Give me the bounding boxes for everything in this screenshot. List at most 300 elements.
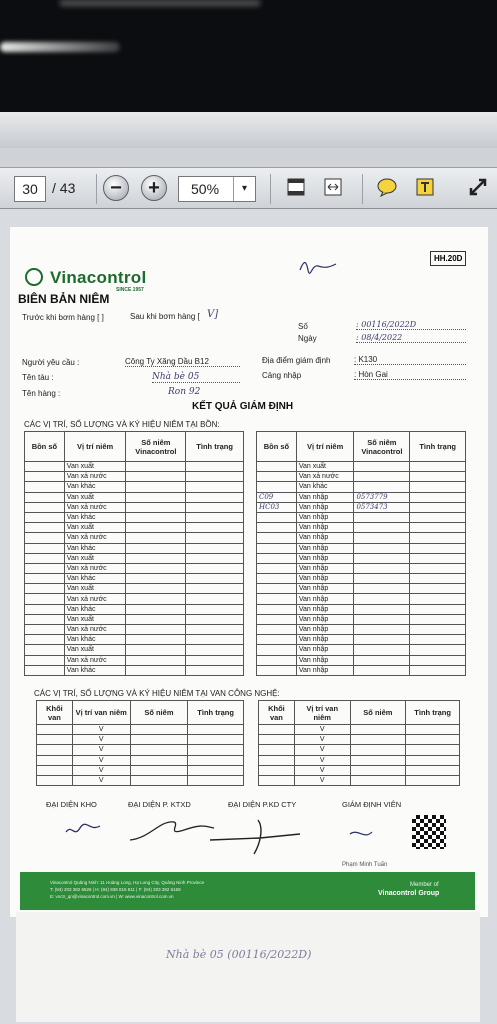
seal-number-cell bbox=[126, 665, 186, 675]
table-row bbox=[257, 502, 466, 512]
seal-number-cell bbox=[126, 523, 186, 533]
tank-no-cell bbox=[257, 604, 297, 614]
status-cell bbox=[186, 584, 244, 594]
col-seal-position: Vị trí niêm bbox=[64, 432, 126, 462]
seal-number-cell bbox=[126, 584, 186, 594]
col-seal-position: Vị trí niêm bbox=[296, 432, 354, 462]
tank-no-cell bbox=[25, 472, 65, 482]
text-annotate-icon[interactable] bbox=[413, 176, 437, 200]
status-cell bbox=[186, 533, 244, 543]
seal-position-cell: Van xả nước bbox=[64, 594, 126, 604]
seal-number-cell bbox=[354, 563, 410, 573]
footer-band bbox=[20, 872, 475, 910]
tank-no-cell bbox=[25, 665, 65, 675]
valve-block-cell bbox=[37, 735, 73, 745]
valve-block-cell bbox=[259, 775, 295, 785]
table-row bbox=[259, 725, 460, 735]
status-cell bbox=[410, 574, 466, 584]
seal-position-cell: Van xả nước bbox=[64, 502, 126, 512]
seal-number-cell bbox=[354, 625, 410, 635]
next-page-preview bbox=[16, 912, 480, 1022]
tank-no-cell bbox=[257, 614, 297, 624]
status-cell bbox=[186, 665, 244, 675]
after-pump-check: V] bbox=[207, 309, 219, 320]
tank-no-cell bbox=[25, 645, 65, 655]
status-cell bbox=[410, 502, 466, 512]
status-cell bbox=[410, 472, 466, 482]
col-status: Tình trạng bbox=[406, 701, 460, 725]
tank-no-cell bbox=[25, 462, 65, 472]
tank-no-cell bbox=[257, 645, 297, 655]
tank-no-cell bbox=[25, 482, 65, 492]
seal-number-cell bbox=[126, 614, 186, 624]
table-row bbox=[25, 604, 244, 614]
valve-position-cell: V bbox=[72, 725, 130, 735]
seal-number-cell bbox=[354, 523, 410, 533]
status-cell bbox=[186, 604, 244, 614]
status-cell bbox=[186, 655, 244, 665]
table-row bbox=[37, 755, 244, 765]
seal-position-cell: Van nhập bbox=[296, 512, 354, 522]
status-cell bbox=[406, 775, 460, 785]
seal-number-cell bbox=[350, 725, 406, 735]
table-row bbox=[257, 492, 466, 502]
status-cell bbox=[186, 502, 244, 512]
seal-number-cell bbox=[126, 625, 186, 635]
table-row bbox=[25, 563, 244, 573]
table-row bbox=[257, 584, 466, 594]
tank-no-cell bbox=[257, 625, 297, 635]
goods-label: Tên hàng : bbox=[22, 389, 61, 398]
valve-block-cell bbox=[37, 765, 73, 775]
status-cell bbox=[410, 665, 466, 675]
seal-position-cell: Van nhập bbox=[296, 655, 354, 665]
seal-number-cell bbox=[354, 462, 410, 472]
table-row bbox=[37, 765, 244, 775]
tank-no-cell bbox=[257, 655, 297, 665]
tank-no-cell bbox=[257, 543, 297, 553]
sign-inspector: GIÁM ĐỊNH VIÊN bbox=[342, 800, 402, 809]
status-cell bbox=[188, 735, 244, 745]
vinacontrol-logo-icon bbox=[25, 268, 43, 286]
valve-position-cell: V bbox=[294, 745, 350, 755]
seal-number-cell bbox=[354, 604, 410, 614]
status-cell bbox=[410, 584, 466, 594]
seal-position-cell: Van nhập bbox=[296, 645, 354, 655]
status-cell bbox=[410, 512, 466, 522]
col-valve-block: Khối van bbox=[37, 701, 73, 725]
status-cell bbox=[410, 462, 466, 472]
status-cell bbox=[188, 745, 244, 755]
seal-number-cell bbox=[126, 574, 186, 584]
table-row bbox=[257, 482, 466, 492]
requester-label: Người yêu cầu : bbox=[22, 358, 80, 367]
seal-number-cell bbox=[354, 655, 410, 665]
table-row bbox=[37, 775, 244, 785]
seal-position-cell: Van khác bbox=[64, 604, 126, 614]
status-cell bbox=[186, 594, 244, 604]
table-row bbox=[37, 745, 244, 755]
seal-number-cell bbox=[126, 604, 186, 614]
zoom-select[interactable] bbox=[178, 176, 256, 202]
footer-member: Member of bbox=[410, 882, 439, 888]
tank-no-cell: HC03 bbox=[257, 502, 297, 512]
tank-no-cell bbox=[25, 533, 65, 543]
col-tank-no: Bồn số bbox=[25, 432, 65, 462]
table-row bbox=[25, 523, 244, 533]
tank-no-cell bbox=[257, 533, 297, 543]
seal-number-cell bbox=[354, 543, 410, 553]
table-row bbox=[25, 482, 244, 492]
status-cell bbox=[410, 553, 466, 563]
seal-number-cell bbox=[354, 482, 410, 492]
tank-no-cell bbox=[25, 553, 65, 563]
section-valves-title: CÁC VỊ TRÍ, SỐ LƯỢNG VÀ KÝ HIỆU NIÊM TẠI VAN CÔNG NGHỆ: bbox=[34, 689, 280, 698]
seal-number-cell bbox=[130, 745, 188, 755]
table-row bbox=[25, 665, 244, 675]
status-cell bbox=[186, 574, 244, 584]
status-cell bbox=[186, 635, 244, 645]
brand-logo-text: Vinacontrol bbox=[50, 268, 147, 287]
table-row bbox=[257, 553, 466, 563]
qr-code bbox=[412, 815, 446, 849]
requester-value: Công Ty Xăng Dầu B12 bbox=[125, 357, 240, 367]
toolbar-divider bbox=[362, 174, 363, 204]
status-cell bbox=[410, 625, 466, 635]
seal-number-cell bbox=[354, 614, 410, 624]
table-row bbox=[257, 645, 466, 655]
seal-position-cell: Van xuất bbox=[64, 553, 126, 563]
table-row bbox=[257, 604, 466, 614]
table-row bbox=[259, 745, 460, 755]
tank-no-cell bbox=[257, 472, 297, 482]
status-cell bbox=[410, 492, 466, 502]
seal-position-cell: Van xuất bbox=[64, 492, 126, 502]
toolbar-divider bbox=[96, 174, 97, 204]
seal-number-cell bbox=[126, 635, 186, 645]
seal-number-cell bbox=[126, 492, 186, 502]
tank-no-cell bbox=[257, 462, 297, 472]
zoom-in-button[interactable]: + bbox=[141, 175, 167, 201]
ship-label: Tên tàu : bbox=[22, 373, 54, 382]
table-row bbox=[257, 635, 466, 645]
tank-no-cell bbox=[257, 574, 297, 584]
location-value: : K130 bbox=[354, 355, 466, 365]
fit-page-icon[interactable] bbox=[284, 176, 308, 200]
seal-number-cell bbox=[130, 735, 188, 745]
col-seal-number: Số niêm bbox=[130, 701, 188, 725]
seal-number-cell bbox=[354, 635, 410, 645]
location-label: Địa điểm giám định bbox=[262, 356, 331, 365]
col-status: Tình trạng bbox=[188, 701, 244, 725]
seal-position-cell: Van nhập bbox=[296, 543, 354, 553]
tank-no-cell bbox=[25, 574, 65, 584]
table-row bbox=[257, 614, 466, 624]
seal-number-cell bbox=[126, 655, 186, 665]
seal-number-cell bbox=[126, 482, 186, 492]
status-cell bbox=[188, 725, 244, 735]
seal-position-cell: Van nhập bbox=[296, 523, 354, 533]
status-cell bbox=[410, 563, 466, 573]
window-top-strip bbox=[0, 112, 497, 148]
seal-position-cell: Van xuất bbox=[64, 584, 126, 594]
seal-position-cell: Van nhập bbox=[296, 584, 354, 594]
seal-number-cell bbox=[126, 512, 186, 522]
tank-no-cell bbox=[257, 635, 297, 645]
status-cell bbox=[410, 523, 466, 533]
signatures bbox=[60, 810, 400, 860]
fit-width-icon[interactable] bbox=[321, 176, 345, 200]
status-cell bbox=[186, 553, 244, 563]
status-cell bbox=[410, 604, 466, 614]
zoom-out-button[interactable]: − bbox=[103, 175, 129, 201]
valve-position-cell: V bbox=[72, 755, 130, 765]
seal-number-cell bbox=[130, 725, 188, 735]
ngay-value: : 08/4/2022 bbox=[356, 333, 466, 343]
table-row bbox=[25, 492, 244, 502]
tank-seal-table-left bbox=[24, 431, 244, 676]
toolbar-divider bbox=[270, 174, 271, 204]
seal-number-cell bbox=[126, 472, 186, 482]
table-row bbox=[257, 533, 466, 543]
seal-position-cell: Van xuất bbox=[64, 614, 126, 624]
seal-position-cell: Van khác bbox=[64, 543, 126, 553]
status-cell bbox=[186, 523, 244, 533]
status-cell bbox=[410, 533, 466, 543]
expand-icon[interactable] bbox=[466, 176, 490, 200]
table-row bbox=[259, 765, 460, 775]
status-cell bbox=[186, 614, 244, 624]
footer-group: Vinacontrol Group bbox=[378, 890, 440, 897]
pdf-toolbar bbox=[0, 167, 497, 209]
ngay-label: Ngày bbox=[298, 334, 317, 343]
seal-number-cell bbox=[354, 584, 410, 594]
status-cell bbox=[188, 755, 244, 765]
tank-no-cell bbox=[25, 625, 65, 635]
table-row bbox=[25, 584, 244, 594]
tank-no-cell: C09 bbox=[257, 492, 297, 502]
valve-seal-table-left bbox=[36, 700, 244, 786]
seal-position-cell: Van khác bbox=[64, 482, 126, 492]
seal-number-cell bbox=[350, 755, 406, 765]
tank-no-cell bbox=[25, 655, 65, 665]
valve-position-cell: V bbox=[294, 755, 350, 765]
valve-block-cell bbox=[259, 745, 295, 755]
col-seal-number: Số niêm bbox=[350, 701, 406, 725]
seal-position-cell: Van xả nước bbox=[64, 472, 126, 482]
tank-no-cell bbox=[257, 523, 297, 533]
col-valve-position: Vị trí van niêm bbox=[294, 701, 350, 725]
seal-number-cell: 0573779 bbox=[354, 492, 410, 502]
status-cell bbox=[186, 472, 244, 482]
tank-no-cell bbox=[257, 665, 297, 675]
status-cell bbox=[188, 765, 244, 775]
seal-position-cell: Van khác bbox=[296, 482, 354, 492]
table-row bbox=[259, 755, 460, 765]
seal-position-cell: Van nhập bbox=[296, 665, 354, 675]
seal-position-cell: Van xả nước bbox=[64, 563, 126, 573]
tank-no-cell bbox=[25, 512, 65, 522]
seal-number-cell bbox=[354, 553, 410, 563]
seal-number-cell bbox=[126, 563, 186, 573]
seal-number-cell bbox=[354, 472, 410, 482]
table-row bbox=[257, 574, 466, 584]
valve-block-cell bbox=[37, 755, 73, 765]
seal-number-cell bbox=[354, 512, 410, 522]
tank-no-cell bbox=[257, 563, 297, 573]
seal-number-cell bbox=[126, 553, 186, 563]
status-cell bbox=[186, 512, 244, 522]
table-row bbox=[25, 502, 244, 512]
valve-seal-table-right bbox=[258, 700, 460, 786]
col-status: Tình trạng bbox=[410, 432, 466, 462]
seal-number-cell bbox=[354, 665, 410, 675]
screen-glare bbox=[0, 42, 120, 52]
chevron-down-icon[interactable]: ▾ bbox=[233, 177, 255, 201]
col-seal-number: Số niêm Vinacontrol bbox=[354, 432, 410, 462]
status-cell bbox=[406, 735, 460, 745]
result-title: KẾT QUẢ GIÁM ĐỊNH bbox=[192, 401, 294, 412]
table-row bbox=[257, 472, 466, 482]
table-row bbox=[257, 625, 466, 635]
seal-position-cell: Van nhập bbox=[296, 625, 354, 635]
tank-no-cell bbox=[25, 492, 65, 502]
seal-position-cell: Van nhập bbox=[296, 635, 354, 645]
table-row bbox=[25, 645, 244, 655]
valve-block-cell bbox=[37, 725, 73, 735]
seal-number-cell: 0573473 bbox=[354, 502, 410, 512]
tank-no-cell bbox=[25, 543, 65, 553]
status-cell bbox=[186, 645, 244, 655]
valve-position-cell: V bbox=[294, 765, 350, 775]
seal-number-cell bbox=[130, 765, 188, 775]
table-row bbox=[25, 472, 244, 482]
seal-position-cell: Van khác bbox=[64, 512, 126, 522]
table-row bbox=[37, 725, 244, 735]
ship-value: Nhà bè 05 bbox=[152, 372, 240, 383]
table-row bbox=[25, 635, 244, 645]
port-value: : Hòn Gai bbox=[354, 370, 466, 380]
table-row bbox=[25, 574, 244, 584]
seal-number-cell bbox=[126, 645, 186, 655]
status-cell bbox=[186, 543, 244, 553]
seal-position-cell: Van nhập bbox=[296, 604, 354, 614]
status-cell bbox=[410, 594, 466, 604]
valve-position-cell: V bbox=[72, 775, 130, 785]
seal-position-cell: Van nhập bbox=[296, 533, 354, 543]
table-row bbox=[25, 594, 244, 604]
seal-position-cell: Van xuất bbox=[64, 462, 126, 472]
seal-number-cell bbox=[350, 775, 406, 785]
status-cell bbox=[406, 755, 460, 765]
comment-icon[interactable] bbox=[375, 176, 399, 200]
table-row bbox=[257, 563, 466, 573]
tank-no-cell bbox=[25, 614, 65, 624]
seal-number-cell bbox=[126, 533, 186, 543]
sign-warehouse: ĐẠI DIỆN KHO bbox=[46, 800, 97, 809]
zoom-value: 50% bbox=[191, 181, 220, 197]
status-cell bbox=[186, 482, 244, 492]
table-row bbox=[25, 543, 244, 553]
tank-no-cell bbox=[25, 523, 65, 533]
seal-position-cell: Van xuất bbox=[296, 462, 354, 472]
status-cell bbox=[410, 482, 466, 492]
handwritten-note: Nhà bè 05 (00116/2022D) bbox=[166, 948, 312, 961]
table-row bbox=[259, 775, 460, 785]
inspector-name: Phạm Minh Tuấn bbox=[342, 862, 388, 868]
tank-no-cell bbox=[257, 594, 297, 604]
section-tanks-title: CÁC VỊ TRÍ, SỐ LƯỢNG VÀ KÝ HIỆU NIÊM TẠI BỒN: bbox=[24, 420, 220, 429]
table-row bbox=[25, 533, 244, 543]
table-row bbox=[25, 462, 244, 472]
tank-no-cell bbox=[257, 482, 297, 492]
seal-position-cell: Van xả nước bbox=[64, 625, 126, 635]
seal-position-cell: Van nhập bbox=[296, 553, 354, 563]
table-row bbox=[25, 553, 244, 563]
status-cell bbox=[406, 745, 460, 755]
tank-no-cell bbox=[257, 584, 297, 594]
tank-no-cell bbox=[25, 584, 65, 594]
col-valve-block: Khối van bbox=[259, 701, 295, 725]
seal-position-cell: Van khác bbox=[64, 574, 126, 584]
seal-position-cell: Van khác bbox=[64, 635, 126, 645]
seal-number-cell bbox=[350, 765, 406, 775]
seal-position-cell: Van nhập bbox=[296, 614, 354, 624]
seal-position-cell: Van xuất bbox=[64, 645, 126, 655]
tank-no-cell bbox=[25, 635, 65, 645]
table-row bbox=[257, 523, 466, 533]
col-valve-position: Vị trí van niêm bbox=[72, 701, 130, 725]
seal-position-cell: Van nhập bbox=[296, 502, 354, 512]
seal-position-cell: Van xả nước bbox=[64, 533, 126, 543]
status-cell bbox=[410, 543, 466, 553]
so-label: Số bbox=[298, 322, 308, 331]
seal-number-cell bbox=[354, 533, 410, 543]
valve-block-cell bbox=[259, 725, 295, 735]
table-row bbox=[25, 614, 244, 624]
tank-no-cell bbox=[25, 563, 65, 573]
seal-number-cell bbox=[354, 594, 410, 604]
valve-block-cell bbox=[259, 735, 295, 745]
valve-position-cell: V bbox=[72, 765, 130, 775]
status-cell bbox=[410, 614, 466, 624]
seal-position-cell: Van xả nước bbox=[296, 472, 354, 482]
footer-address: Vinacontrol Quảng Ninh: 11 Hoàng Long, Hạ Long City, Quảng Ninh Province bbox=[50, 880, 205, 885]
valve-position-cell: V bbox=[72, 745, 130, 755]
status-cell bbox=[406, 765, 460, 775]
page-number-input[interactable]: 30 bbox=[14, 176, 46, 202]
table-row bbox=[25, 655, 244, 665]
seal-number-cell bbox=[126, 543, 186, 553]
status-cell bbox=[410, 645, 466, 655]
port-label: Cảng nhập bbox=[262, 371, 302, 380]
sign-ktxd: ĐẠI DIỆN P. KTXD bbox=[128, 800, 191, 809]
tank-no-cell bbox=[25, 594, 65, 604]
screen-glare bbox=[60, 0, 260, 6]
valve-block-cell bbox=[37, 775, 73, 785]
status-cell bbox=[410, 655, 466, 665]
seal-position-cell: Van nhập bbox=[296, 492, 354, 502]
seal-position-cell: Van nhập bbox=[296, 563, 354, 573]
seal-number-cell bbox=[350, 735, 406, 745]
status-cell bbox=[186, 563, 244, 573]
table-row bbox=[257, 665, 466, 675]
status-cell bbox=[188, 775, 244, 785]
seal-number-cell bbox=[350, 745, 406, 755]
status-cell bbox=[406, 725, 460, 735]
seal-number-cell bbox=[126, 462, 186, 472]
table-row bbox=[257, 594, 466, 604]
